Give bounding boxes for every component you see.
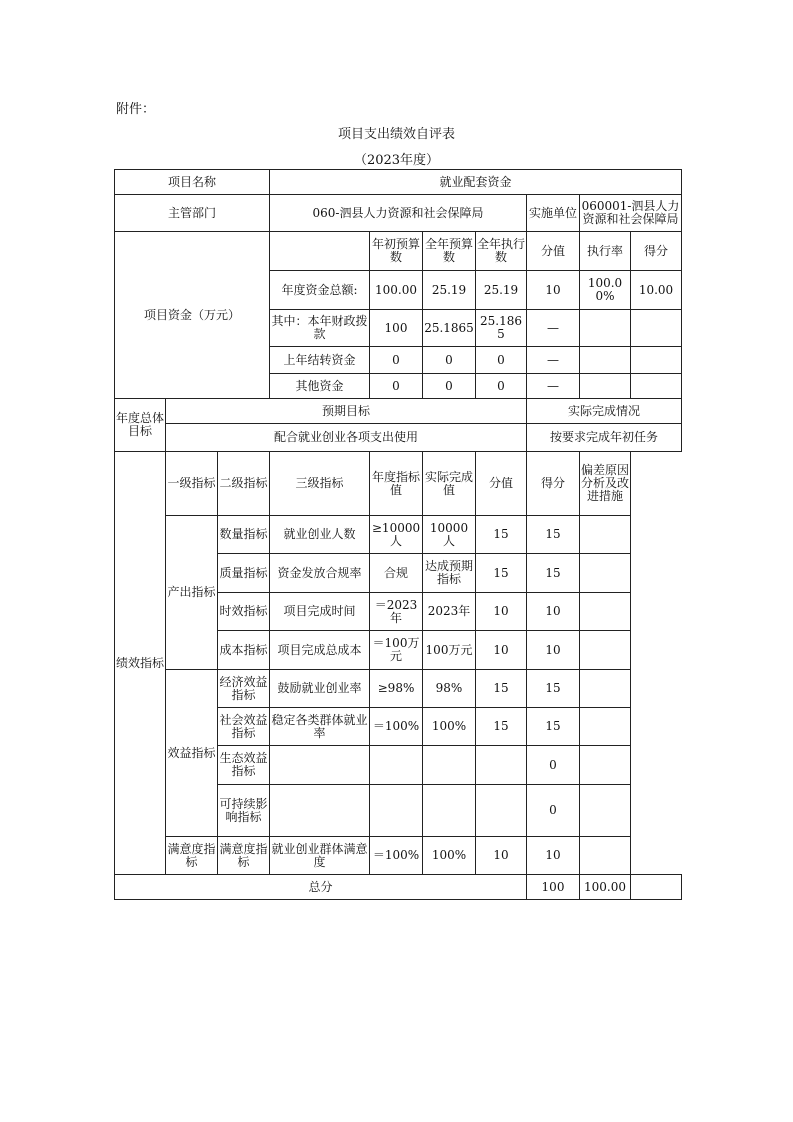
performance-label: 绩效指标: [115, 452, 166, 875]
funds-cell: 25.1865: [476, 310, 527, 347]
target-value: [370, 746, 423, 785]
funds-header-cell: 得分: [631, 232, 682, 271]
score: 15: [527, 708, 580, 746]
department-value: 060-泗县人力资源和社会保障局: [270, 195, 527, 232]
funds-header-cell: 执行率: [580, 232, 631, 271]
score-value: 15: [476, 708, 527, 746]
funds-cell: 0: [423, 374, 476, 399]
funds-row-label: 上年结转资金: [270, 347, 370, 374]
funds-cell: 0: [476, 347, 527, 374]
funds-row-label: 其他资金: [270, 374, 370, 399]
funds-header-blank: [270, 232, 370, 271]
perf-header-cell: 实际完成值: [423, 452, 476, 516]
funds-cell: 25.19: [476, 271, 527, 310]
actual-value: 100万元: [423, 631, 476, 670]
deviation-reason: [580, 746, 631, 785]
indicator-row: [115, 837, 682, 875]
deviation-reason: [580, 785, 631, 837]
form-title: 项目支出绩效自评表: [337, 127, 455, 142]
actual-value: [423, 785, 476, 837]
total-label: 总分: [115, 875, 527, 900]
actual-value: 达成预期指标: [423, 554, 476, 593]
level2-indicator: 经济效益指标: [218, 670, 270, 708]
score-value: [476, 785, 527, 837]
target-value: ≥10000人: [370, 516, 423, 554]
funds-cell: —: [527, 310, 580, 347]
target-value: ≥98%: [370, 670, 423, 708]
perf-header-cell: 二级指标: [218, 452, 270, 516]
score: 10: [527, 837, 580, 875]
target-value: ＝2023年: [370, 593, 423, 631]
perf-header-cell: 分值: [476, 452, 527, 516]
deviation-reason: [580, 593, 631, 631]
performance-evaluation-table: [114, 169, 682, 900]
funds-cell: [580, 347, 631, 374]
target-value: [370, 785, 423, 837]
score: 15: [527, 554, 580, 593]
actual-value: 10000人: [423, 516, 476, 554]
actual-value: 98%: [423, 670, 476, 708]
actual-value: 100%: [423, 708, 476, 746]
indicator-row: [115, 516, 682, 554]
performance-header-row: [115, 452, 682, 516]
level1-indicator: 效益指标: [166, 670, 218, 837]
funds-cell: 0: [370, 374, 423, 399]
level3-indicator: [270, 785, 370, 837]
funds-cell: [580, 374, 631, 399]
form-year: （2023年度）: [353, 153, 440, 168]
project-name-row: [115, 170, 682, 195]
funds-cell: 100.00%: [580, 271, 631, 310]
total-row: [115, 875, 682, 900]
score: 10: [527, 593, 580, 631]
target-value: ＝100%: [370, 837, 423, 875]
level3-indicator: 鼓励就业创业率: [270, 670, 370, 708]
funds-cell: 100.00: [370, 271, 423, 310]
perf-header-cell: 一级指标: [166, 452, 218, 516]
project-name-label: 项目名称: [115, 170, 270, 195]
deviation-reason: [580, 837, 631, 875]
goals-value-row: [115, 424, 682, 452]
level3-indicator: 项目完成总成本: [270, 631, 370, 670]
score-value: 10: [476, 631, 527, 670]
level2-indicator: 成本指标: [218, 631, 270, 670]
funds-cell: 0: [476, 374, 527, 399]
deviation-reason: [580, 670, 631, 708]
department-label: 主管部门: [115, 195, 270, 232]
level3-indicator: 项目完成时间: [270, 593, 370, 631]
implementing-unit-label: 实施单位: [527, 195, 580, 232]
actual-value: [423, 746, 476, 785]
score: 15: [527, 670, 580, 708]
score: 0: [527, 746, 580, 785]
level3-indicator: 资金发放合规率: [270, 554, 370, 593]
actual-value: 2023年: [423, 593, 476, 631]
perf-header-cell: 年度指标值: [370, 452, 423, 516]
funds-header-cell: 年初预算数: [370, 232, 423, 271]
level2-indicator: 社会效益指标: [218, 708, 270, 746]
perf-header-cell: 偏差原因分析及改进措施: [580, 452, 631, 516]
expected-goal-value: 配合就业创业各项支出使用: [166, 424, 527, 452]
annual-goals-label: 年度总体目标: [115, 399, 166, 452]
level3-indicator: [270, 746, 370, 785]
level1-indicator: 满意度指标: [166, 837, 218, 875]
funds-header-cell: 分值: [527, 232, 580, 271]
perf-header-cell: 三级指标: [270, 452, 370, 516]
deviation-reason: [580, 554, 631, 593]
score-value: [476, 746, 527, 785]
funds-header-cell: 全年执行数: [476, 232, 527, 271]
funds-cell: 0: [423, 347, 476, 374]
level3-indicator: 就业创业群体满意度: [270, 837, 370, 875]
score-value: 15: [476, 516, 527, 554]
funds-cell: [580, 310, 631, 347]
level3-indicator: 就业创业人数: [270, 516, 370, 554]
goals-header-row: [115, 399, 682, 424]
project-name-value: 就业配套资金: [270, 170, 682, 195]
perf-header-cell: 得分: [527, 452, 580, 516]
deviation-reason: [580, 516, 631, 554]
funds-row-label: 年度资金总额:: [270, 271, 370, 310]
target-value: ＝100万元: [370, 631, 423, 670]
level1-indicator: 产出指标: [166, 516, 218, 670]
level2-indicator: 时效指标: [218, 593, 270, 631]
score: 0: [527, 785, 580, 837]
deviation-reason: [580, 631, 631, 670]
funds-cell: 25.1865: [423, 310, 476, 347]
level2-indicator: 质量指标: [218, 554, 270, 593]
score-value: 10: [476, 837, 527, 875]
level2-indicator: 数量指标: [218, 516, 270, 554]
funds-cell: —: [527, 374, 580, 399]
funds-cell: 10: [527, 271, 580, 310]
funds-cell: [631, 310, 682, 347]
deviation-reason: [580, 708, 631, 746]
score-value: 15: [476, 670, 527, 708]
implementing-unit-value: 060001-泗县人力资源和社会保障局: [580, 195, 682, 232]
actual-completion-label: 实际完成情况: [527, 399, 682, 424]
score-value: 15: [476, 554, 527, 593]
funds-row-label: 其中：本年财政拨款: [270, 310, 370, 347]
target-value: 合规: [370, 554, 423, 593]
funds-cell: 10.00: [631, 271, 682, 310]
funds-cell: 25.19: [423, 271, 476, 310]
actual-value: 100%: [423, 837, 476, 875]
funds-header-row: [115, 232, 682, 271]
funds-header-cell: 全年预算数: [423, 232, 476, 271]
level2-indicator: 可持续影响指标: [218, 785, 270, 837]
level2-indicator: 生态效益指标: [218, 746, 270, 785]
indicator-row: [115, 670, 682, 708]
target-value: ＝100%: [370, 708, 423, 746]
funds-cell: [631, 374, 682, 399]
funds-cell: [631, 347, 682, 374]
total-score: 100.00: [580, 875, 631, 900]
funds-label: 项目资金（万元）: [115, 232, 270, 399]
attachment-label: 附件：: [116, 102, 156, 117]
funds-cell: —: [527, 347, 580, 374]
department-row: [115, 195, 682, 232]
score: 10: [527, 631, 580, 670]
score: 15: [527, 516, 580, 554]
total-blank: [631, 875, 682, 900]
level3-indicator: 稳定各类群体就业率: [270, 708, 370, 746]
level2-indicator: 满意度指标: [218, 837, 270, 875]
score-value: 10: [476, 593, 527, 631]
total-score-value: 100: [527, 875, 580, 900]
expected-goal-label: 预期目标: [166, 399, 527, 424]
actual-completion-value: 按要求完成年初任务: [527, 424, 682, 452]
funds-cell: 0: [370, 347, 423, 374]
funds-cell: 100: [370, 310, 423, 347]
